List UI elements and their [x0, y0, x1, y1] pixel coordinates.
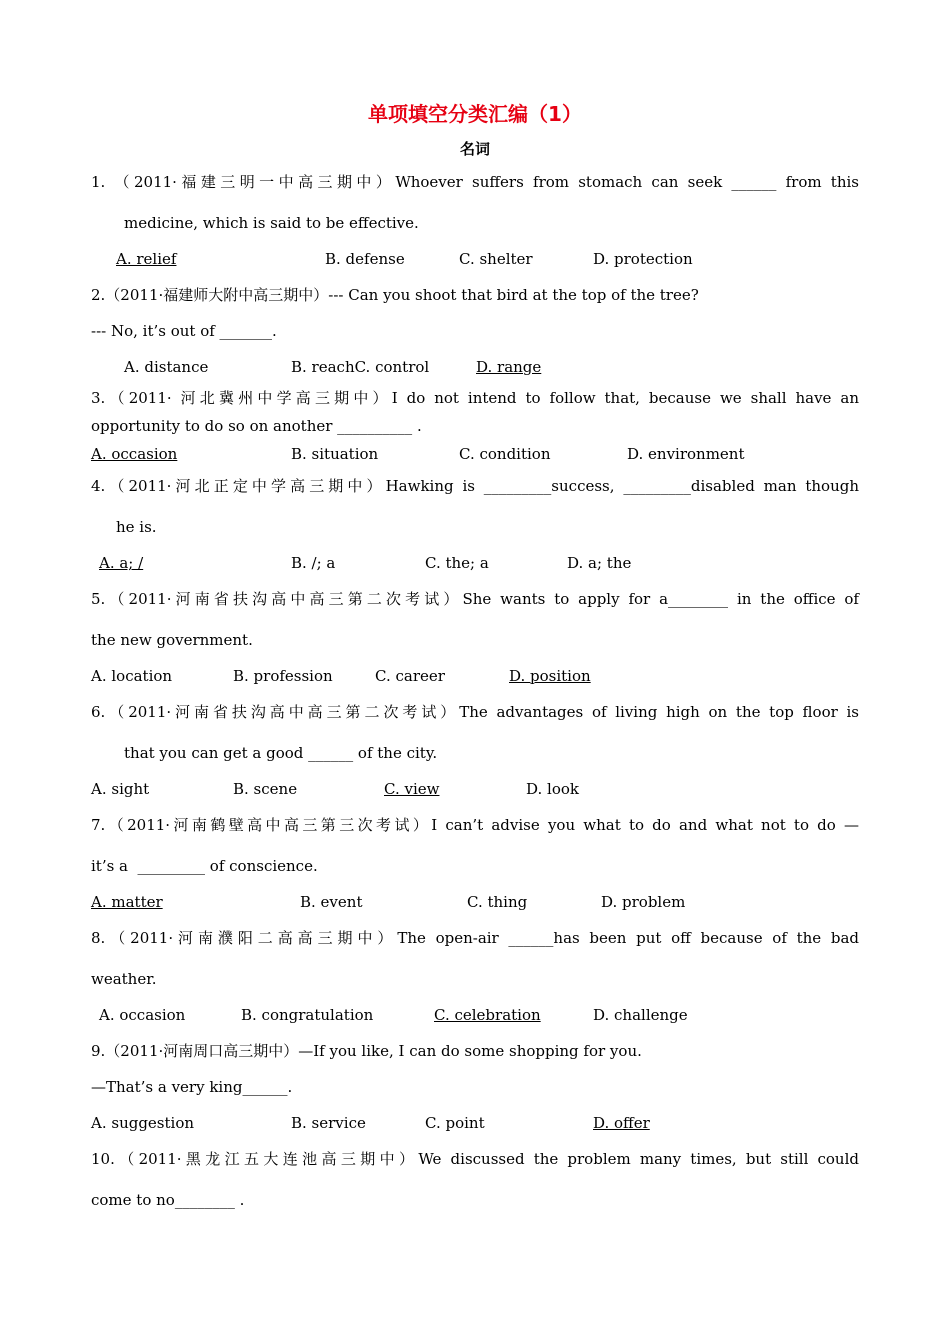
section-heading: 名词 [459, 140, 490, 158]
question-5-option-d: D. position [509, 667, 591, 685]
question-3-stem-cont: opportunity to do so on another __________ . [91, 417, 422, 435]
question-4-stem-cont: he is. [116, 518, 157, 536]
question-5-option-a: A. location [91, 667, 173, 685]
question-8-option-d: D. challenge [593, 1006, 688, 1024]
page-title: 单项填空分类汇编（1） [368, 102, 582, 126]
question-5-stem: 5.（2011·河南省扶沟高中高三第二次考试）She wants to apply for a________ in the office of [91, 590, 859, 608]
question-3-option-c: C. condition [459, 445, 551, 463]
question-8-option-b: B. congratulation [241, 1006, 374, 1024]
question-5-option-b: B. profession [233, 667, 333, 685]
question-9-stem: 9.（2011·河南周口高三期中）—If you like, I can do some shopping for you. [91, 1042, 642, 1060]
question-5-option-c: C. career [375, 667, 445, 685]
question-2-stem-cont: --- No, it’s out of _______. [91, 322, 277, 340]
question-4-option-a: A. a; / [99, 554, 144, 572]
question-9-stem-cont: —That’s a very king______. [91, 1078, 293, 1096]
question-4-option-b: B. /; a [291, 554, 336, 572]
question-1-option-a: A. relief [116, 250, 177, 268]
question-2-option-bc: B. reachC. control [291, 358, 430, 376]
question-7-option-a: A. matter [91, 893, 163, 911]
question-7-option-d: D. problem [601, 893, 686, 911]
question-6-option-c: C. view [384, 780, 440, 798]
question-2-stem: 2.（2011·福建师大附中高三期中）--- Can you shoot that bird at the top of the tree? [91, 286, 699, 304]
question-1-option-b: B. defense [325, 250, 405, 268]
question-6-stem: 6.（2011·河南省扶沟高中高三第二次考试）The advantages of living high on the top floor is [91, 703, 859, 721]
question-5-stem-cont: the new government. [91, 631, 253, 649]
question-7-stem-cont: it’s a _________ of conscience. [91, 857, 318, 875]
question-3-stem: 3.（2011· 河北冀州中学高三期中）I do not intend to follow that, because we shall have an [91, 389, 859, 407]
question-6-option-b: B. scene [233, 780, 298, 798]
question-8-stem-cont: weather. [91, 970, 157, 988]
question-4-stem: 4.（2011·河北正定中学高三期中）Hawking is _________success, _________disabled man though [91, 477, 859, 495]
question-9-option-a: A. suggestion [91, 1114, 195, 1132]
question-4-option-c: C. the; a [425, 554, 489, 572]
question-8-option-a: A. occasion [99, 1006, 186, 1024]
question-10-stem-cont: come to no________ . [91, 1191, 245, 1209]
question-1-option-c: C. shelter [459, 250, 533, 268]
question-4-option-d: D. a; the [567, 554, 632, 572]
question-3-option-d: D. environment [627, 445, 745, 463]
question-6-stem-cont: that you can get a good ______ of the city. [124, 744, 438, 762]
question-3-option-b: B. situation [291, 445, 379, 463]
question-9-option-b: B. service [291, 1114, 366, 1132]
question-6-option-a: A. sight [91, 780, 150, 798]
question-3-option-a: A. occasion [91, 445, 178, 463]
question-7-stem: 7.（2011·河南鹤壁高中高三第三次考试）I can’t advise you what to do and what not to do — [91, 816, 859, 834]
question-7-option-b: B. event [300, 893, 363, 911]
question-9-option-d: D. offer [593, 1114, 650, 1132]
question-7-option-c: C. thing [467, 893, 528, 911]
question-8-option-c: C. celebration [434, 1006, 541, 1024]
question-1-stem-cont: medicine, which is said to be effective. [124, 214, 419, 232]
question-8-stem: 8.（2011·河南濮阳二高高三期中）The open-air ______has been put off because of the bad [91, 929, 859, 947]
question-1-option-d: D. protection [593, 250, 693, 268]
question-2-option-a: A. distance [124, 358, 209, 376]
question-2-option-d: D. range [476, 358, 542, 376]
question-6-option-d: D. look [526, 780, 579, 798]
question-10-stem: 10.（2011·黑龙江五大连池高三期中）We discussed the problem many times, but still could [91, 1150, 859, 1168]
question-1-stem: 1. （2011·福建三明一中高三期中）Whoever suffers from stomach can seek ______ from this [91, 173, 859, 191]
question-9-option-c: C. point [425, 1114, 485, 1132]
